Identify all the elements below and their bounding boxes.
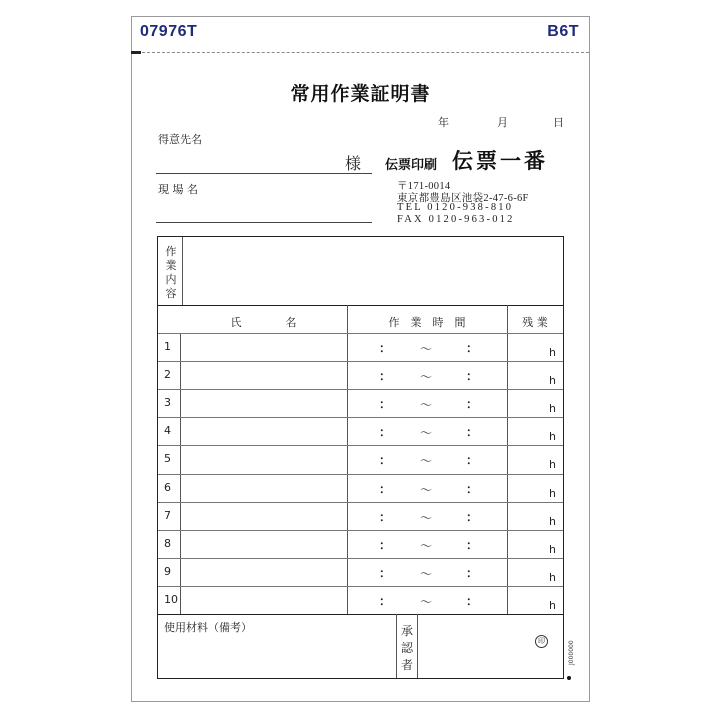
form-id: J000000	[568, 640, 575, 665]
table-row[interactable]	[158, 333, 563, 361]
row-number: 1	[164, 340, 171, 353]
time-range-tilde: ～	[420, 594, 433, 609]
end-time-colon: ：	[466, 481, 479, 496]
time-range-tilde: ～	[420, 454, 433, 469]
customer-suffix: 様	[345, 154, 362, 173]
row-divider	[158, 558, 563, 559]
form-code-right: B6T	[547, 23, 579, 40]
approver-label: 承認者	[401, 624, 414, 672]
row-number: 8	[164, 536, 171, 550]
row-divider	[158, 586, 563, 587]
document-title: 常用作業証明書	[290, 83, 431, 105]
table-row[interactable]	[158, 389, 563, 417]
work-content-divider	[182, 237, 183, 305]
overtime-hour-unit: h	[549, 514, 556, 528]
table-row[interactable]	[158, 586, 563, 614]
row-number: 2	[164, 368, 171, 382]
row-number: 7	[164, 508, 171, 522]
header-name: 氏 名	[230, 316, 297, 329]
row-divider	[158, 333, 563, 334]
company-fax: FAX 0120-963-012	[397, 214, 515, 225]
time-range-tilde: ～	[420, 566, 433, 581]
company-tel: TEL 0120-938-810	[397, 202, 514, 213]
row-divider	[158, 530, 563, 531]
company-address: 東京都豊島区池袋2-47-6-6F	[397, 193, 529, 204]
start-time-colon: ：	[379, 341, 392, 355]
row-divider	[158, 502, 563, 503]
company-postal: 〒171-0014	[397, 181, 451, 192]
end-time-colon: ：	[466, 593, 479, 608]
date-year: 年	[438, 116, 449, 129]
work-content-label: 作業内容	[165, 245, 177, 300]
row-number: 5	[164, 452, 171, 466]
overtime-hour-unit: h	[549, 374, 556, 388]
date-day: 日	[553, 116, 564, 129]
materials-label: 使用材料（備考）	[164, 621, 252, 634]
section-divider	[158, 305, 563, 306]
table-row[interactable]	[158, 445, 563, 473]
table-row[interactable]	[158, 502, 563, 530]
start-time-colon: ：	[379, 425, 392, 440]
table-row[interactable]	[158, 417, 563, 445]
work-table	[157, 236, 564, 679]
end-time-colon: ：	[466, 453, 479, 468]
time-range-tilde: ～	[420, 510, 433, 525]
end-time-colon: ：	[466, 565, 479, 580]
end-time-colon: ：	[466, 425, 479, 440]
overtime-hour-unit: h	[549, 430, 556, 444]
registration-dot	[567, 676, 571, 680]
row-number: 10	[164, 592, 178, 606]
row-number: 9	[164, 564, 171, 578]
work-content-field[interactable]	[184, 239, 561, 303]
site-name-field[interactable]	[156, 222, 372, 223]
row-divider	[158, 445, 563, 446]
row-number: 3	[164, 396, 171, 410]
row-divider	[158, 474, 563, 475]
table-row[interactable]	[158, 361, 563, 389]
overtime-hour-unit: h	[549, 458, 556, 472]
row-divider	[158, 417, 563, 418]
perforation-line	[132, 52, 589, 53]
header-work-time: 作 業 時 間	[388, 316, 466, 329]
time-range-tilde: ～	[420, 426, 433, 441]
start-time-colon: ：	[379, 565, 392, 580]
company-name: 伝票一番	[452, 149, 548, 173]
row-divider	[158, 389, 563, 390]
end-time-colon: ：	[466, 341, 479, 355]
overtime-hour-unit: h	[549, 346, 556, 359]
start-time-colon: ：	[379, 453, 392, 468]
approver-divider-right	[417, 614, 418, 678]
time-range-tilde: ～	[420, 398, 433, 413]
table-row[interactable]	[158, 530, 563, 558]
overtime-hour-unit: h	[549, 570, 556, 584]
end-time-colon: ：	[466, 537, 479, 552]
time-range-tilde: ～	[420, 538, 433, 553]
start-time-colon: ：	[379, 593, 392, 608]
row-number: 6	[164, 480, 171, 494]
seal-mark: 印	[535, 635, 548, 648]
overtime-hour-unit: h	[549, 402, 556, 416]
overtime-hour-unit: h	[549, 598, 556, 612]
approver-divider-left	[396, 614, 397, 678]
row-divider	[158, 361, 563, 362]
table-row[interactable]	[158, 474, 563, 502]
overtime-hour-unit: h	[549, 486, 556, 500]
header-overtime: 残 業	[522, 316, 548, 329]
perforation-notch	[131, 51, 141, 54]
start-time-colon: ：	[379, 509, 392, 524]
site-label: 現 場 名	[158, 183, 198, 196]
end-time-colon: ：	[466, 397, 479, 412]
time-range-tilde: ～	[420, 482, 433, 497]
date-month: 月	[497, 116, 508, 129]
table-row[interactable]	[158, 558, 563, 586]
start-time-colon: ：	[379, 369, 392, 384]
start-time-colon: ：	[379, 397, 392, 412]
form-code-left: 07976T	[140, 23, 198, 40]
end-time-colon: ：	[466, 369, 479, 384]
company-small-label: 伝票印刷	[385, 158, 438, 173]
overtime-hour-unit: h	[549, 542, 556, 556]
start-time-colon: ：	[379, 537, 392, 552]
time-range-tilde: ～	[420, 342, 433, 356]
end-time-colon: ：	[466, 509, 479, 524]
customer-name-field[interactable]	[156, 173, 372, 174]
start-time-colon: ：	[379, 481, 392, 496]
invoice-sheet	[131, 16, 590, 702]
customer-label: 得意先名	[158, 133, 202, 146]
footer-divider	[158, 614, 563, 615]
row-number: 4	[164, 424, 171, 438]
time-range-tilde: ～	[420, 370, 433, 385]
